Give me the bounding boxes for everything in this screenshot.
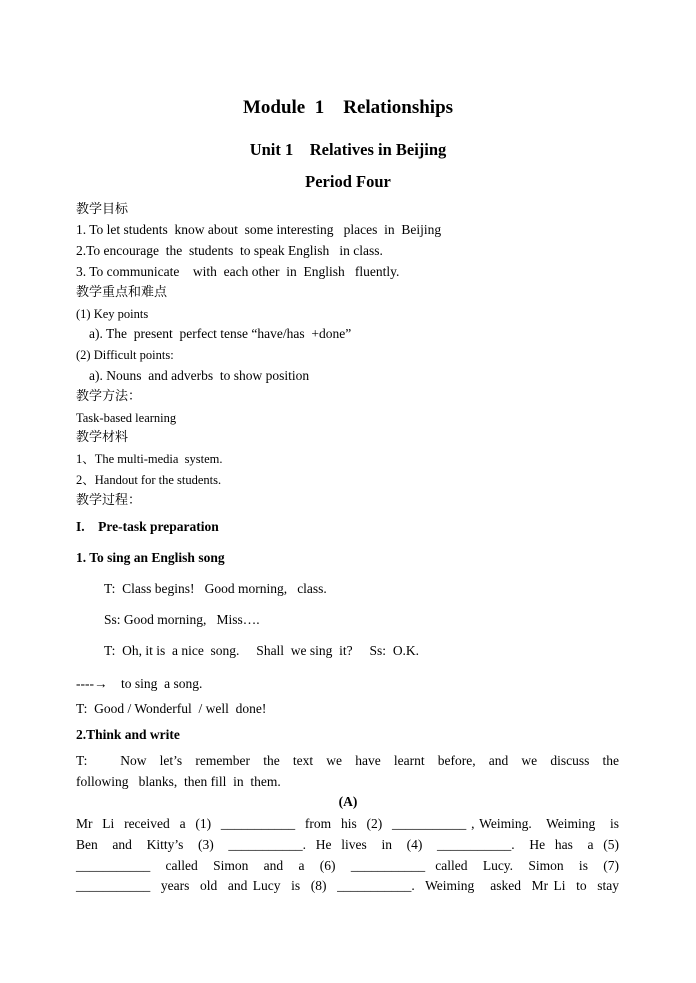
instruction-line-1: T: Now let’s remember the text we have learnt before, and we discuss the <box>76 753 619 768</box>
process-heading: 教学过程： <box>76 493 142 508</box>
step-1-heading: 1. To sing an English song <box>76 550 225 565</box>
keypoints-heading: 教学重点和难点 <box>76 285 168 300</box>
keypoints-label: (1) Key points <box>76 307 149 321</box>
material-2: 2、Handout for the students. <box>76 473 222 487</box>
module-title: Module 1 Relationships <box>242 97 454 118</box>
materials-heading: 教学材料 <box>76 430 129 445</box>
difficult-item: a). Nouns and adverbs to show position <box>89 368 310 383</box>
objective-3: 3. To communicate with each other in English fluently. <box>76 264 400 279</box>
period-title: Period Four <box>305 172 391 191</box>
step-2-heading: 2.Think and write <box>76 727 180 742</box>
methods-heading: 教学方法： <box>76 389 142 404</box>
section-heading: I. Pre-task preparation <box>76 519 219 534</box>
methods-text: Task-based learning <box>76 411 177 425</box>
praise-line: T: Good / Wonderful / well done! <box>76 701 267 716</box>
difficult-label: (2) Difficult points: <box>76 348 174 362</box>
passage-line-2: Ben and Kitty’s (3) ___________. He lives in (4) ___________. He has a (5) <box>76 837 619 852</box>
arrow-line: ----→ to sing a song. <box>76 676 203 691</box>
objectives-heading: 教学目标 <box>76 202 129 217</box>
dialog-line-3: T: Oh, it is a nice song. Shall we sing it? Ss: O.K. <box>104 643 420 658</box>
passage-line-1: Mr Li received a (1) ___________ from his (2) ___________ , Weiming. Weiming is <box>76 816 619 831</box>
material-1: 1、The multi-media system. <box>76 452 223 466</box>
objective-2: 2.To encourage the students to speak English in class. <box>76 243 383 258</box>
instruction-line-2: following blanks, then fill in them. <box>76 774 281 789</box>
dialog-line-2: Ss: Good morning, Miss…. <box>104 612 260 627</box>
passage-line-3: ___________ called Simon and a (6) ___________ called Lucy. Simon is (7) <box>76 858 619 873</box>
objective-1: 1. To let students know about some interesting places in Beijing <box>76 222 442 237</box>
dialog-line-1: T: Class begins! Good morning, class. <box>104 581 327 596</box>
part-label: (A) <box>338 794 358 809</box>
unit-title: Unit 1 Relatives in Beijing <box>249 140 447 159</box>
keypoints-item: a). The present perfect tense “have/has +done” <box>89 326 352 341</box>
passage-line-4: ___________ years old and Lucy is (8) ___________. Weiming asked Mr Li to stay <box>76 878 619 893</box>
